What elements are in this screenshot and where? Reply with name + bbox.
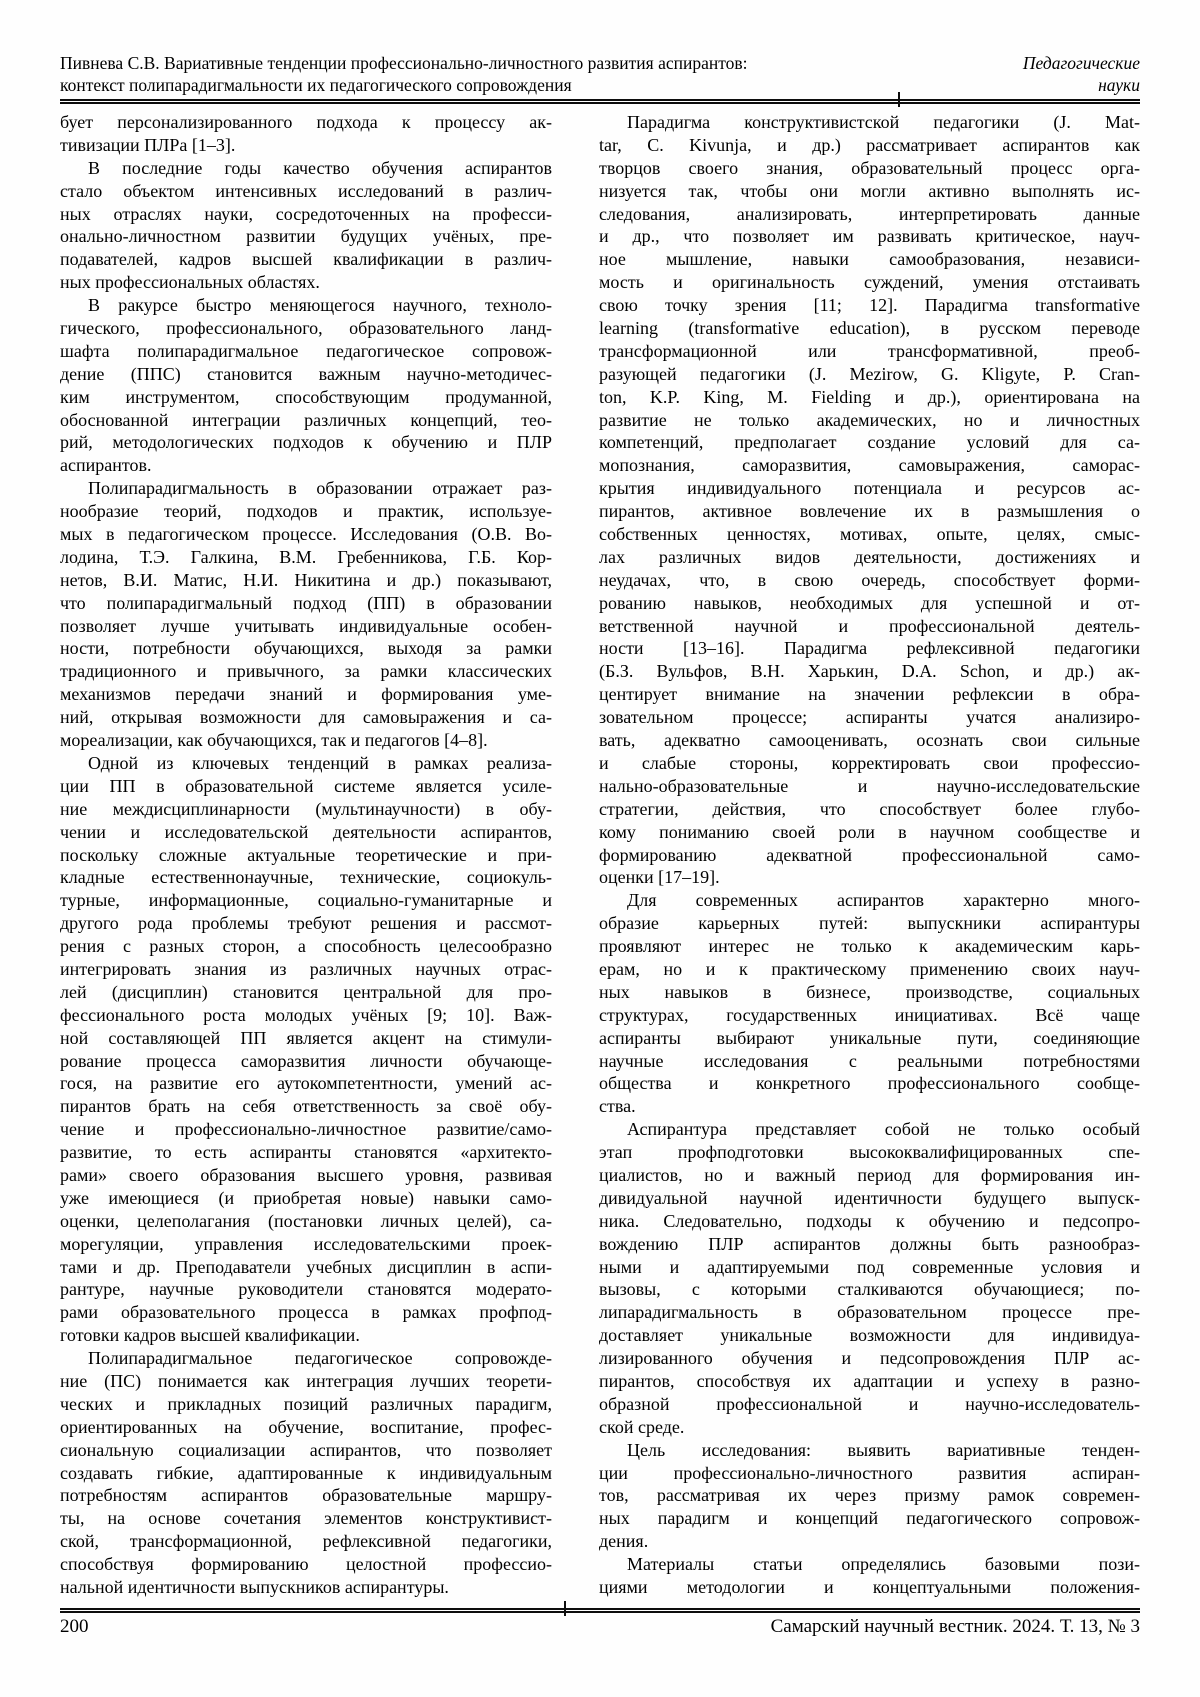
text-line: компетенций, предполагает создание условий для са-	[599, 432, 1140, 453]
text-line: В последние годы качество обучения аспирантов	[88, 157, 552, 178]
text-line: стало объектом интенсивных исследований в различ-	[60, 180, 552, 201]
text-line: рий, методологических подходов к обучению и ПЛР	[60, 432, 552, 453]
text-line: рантуре, научные руководители становятся модерато-	[60, 1279, 552, 1300]
text-line: механизмов передачи знаний и формирования уме-	[60, 684, 552, 705]
text-line: этап профподготовки высококвалифицированных спе-	[599, 1142, 1140, 1163]
text-line: ных парадигм и концепций педагогического сопровож-	[599, 1508, 1140, 1529]
text-line: кладные естественнонаучные, технические, социокуль-	[60, 867, 552, 888]
text-line: Полипарадигмальность в образовании отражает раз-	[88, 478, 552, 499]
text-line: лей (дисциплин) становится центральной для про-	[60, 981, 552, 1002]
text-line: ветственной научной и профессиональной деятель-	[599, 615, 1140, 636]
text-line: ние (ПС) понимается как интеграция лучших теорети-	[60, 1370, 552, 1391]
text-line: ты, на основе сочетания элементов конструктивист-	[60, 1508, 552, 1529]
text-line: Материалы статьи определялись базовыми пози-	[627, 1554, 1140, 1575]
text-line: циями методологии и концептуальными положения-	[599, 1577, 1140, 1597]
text-line: нетов, В.И. Матис, Н.И. Никитина и др.) показывают,	[60, 569, 552, 590]
text-line: тивизации ПЛРа [1–3].	[60, 134, 236, 155]
text-line: трансформационной или трансформативной, преоб-	[599, 340, 1140, 361]
text-line: чении и исследовательской деятельности аспирантов,	[60, 821, 552, 842]
text-line: нальной идентичности выпускников аспирантуры.	[60, 1577, 449, 1597]
text-line: лизированного обучения и педсопровождения ПЛР ас-	[599, 1348, 1140, 1369]
section-label	[1023, 53, 1140, 96]
text-line: потребностям аспирантов образовательные маршру-	[60, 1485, 552, 1506]
text-line: кому пониманию своей роли в научном сообществе и	[599, 821, 1140, 842]
text-line: традиционного и привычного, за рамки классических	[60, 661, 552, 682]
text-line: ных навыков в бизнесе, производстве, социальных	[599, 981, 1140, 1002]
text-line: сиональную социализации аспирантов, что позволяет	[60, 1439, 552, 1460]
text-line: пирантов брать на себя ответственность за своё обу-	[60, 1096, 552, 1117]
text-line: ции профессионально-личностного развития аспиран-	[599, 1462, 1140, 1483]
text-line: ерам, но и к практическому применению своих науч-	[599, 958, 1140, 979]
text-line: рения с разных сторон, а способность целесообразно	[60, 936, 552, 957]
text-line: следования, анализировать, интерпретировать данные	[599, 203, 1140, 224]
text-line: собственных ценностях, мотивах, опыте, целях, смыс-	[599, 524, 1140, 545]
text-line: чение и профессионально-личностное развитие/само-	[60, 1119, 552, 1140]
text-line: тами и др. Преподаватели учебных дисциплин в аспи-	[60, 1256, 552, 1277]
text-line: тов, рассматривая их через призму рамок современ-	[599, 1485, 1140, 1506]
running-footer	[60, 1615, 1140, 1639]
text-line: дения.	[599, 1531, 649, 1552]
text-line: другого рода проблемы требуют решения и рассмот-	[60, 913, 552, 934]
text-line: создавать гибкие, адаптированные к индивидуальным	[60, 1462, 552, 1483]
text-column-left	[60, 111, 552, 1599]
text-line: Парадигма конструктивистской педагогики (J. Mat-	[627, 112, 1140, 132]
text-line: learning (transformative education), в русском переводе	[599, 318, 1140, 339]
text-line: обоснованной интеграции различных концепций, тео-	[60, 409, 552, 430]
article-body	[60, 111, 1140, 1599]
text-line: аспиранты выбирают уникальные пути, соединяющие	[599, 1027, 1140, 1048]
footer-rule	[60, 1608, 1140, 1613]
text-line: пирантов, активное вовлечение их в размышления о	[599, 501, 1140, 522]
text-line: В ракурсе быстро меняющегося научного, техноло-	[88, 295, 552, 316]
text-line: ности [13–16]. Парадигма рефлексивной педагогики	[599, 638, 1140, 659]
text-line: Полипарадигмальное педагогическое сопровожде-	[88, 1348, 552, 1369]
text-line: (Б.З. Вульфов, В.Н. Харькин, D.A. Schon, и др.) ак-	[599, 661, 1140, 682]
text-line: проявляют интерес не только к академическим карь-	[599, 936, 1140, 957]
text-line: лах различных видов деятельности, достижениях и	[599, 546, 1140, 567]
text-line: ное мышление, навыки самообразования, независи-	[599, 249, 1140, 270]
text-line: оценки, целеполагания (постановки личных целей), са-	[60, 1210, 552, 1231]
text-line: мых в педагогическом процессе. Исследования (О.В. Во-	[60, 524, 552, 545]
text-line: ности, потребности обучающихся, выходя за рамки	[60, 638, 552, 659]
text-line: готовки кадров высшей квалификации.	[60, 1325, 360, 1346]
text-line: разующей педагогики (J. Mezirow, G. Kligyte, P. Cran-	[599, 363, 1140, 384]
text-line: позволяет лучше учитывать индивидуальные особен-	[60, 615, 552, 636]
text-line: общества и конкретного профессионального сообще-	[599, 1073, 1140, 1094]
journal-reference: Самарский научный вестник. 2024. Т. 13, № 3	[770, 1616, 1140, 1637]
text-line: ской, трансформационной, рефлексивной педагогики,	[60, 1531, 552, 1552]
text-line: крытия индивидуального потенциала и ресурсов ас-	[599, 478, 1140, 499]
text-line: аспирантов.	[60, 455, 152, 476]
text-line: лодина, Т.Э. Галкина, В.М. Гребенникова, Г.Б. Кор-	[60, 546, 552, 567]
text-line: зовательном процессе; аспиранты учатся анализиро-	[599, 707, 1140, 728]
text-line: ции ПП в образовательной системе является усиле-	[60, 775, 552, 796]
text-line: образной профессиональной и научно-исследователь-	[599, 1393, 1140, 1414]
text-line: ориентированных на обучение, воспитание, профес-	[60, 1416, 552, 1437]
text-line: бует персонализированного подхода к процессу ак-	[60, 112, 552, 132]
text-line: центирует внимание на значении рефлексии в обра-	[599, 684, 1140, 705]
text-line: рованию навыков, необходимых для успешной и от-	[599, 592, 1140, 613]
text-line: морегуляции, управления исследовательскими проек-	[60, 1233, 552, 1254]
text-line: турные, информационные, социально-гуманитарные и	[60, 890, 552, 911]
text-line: образие карьерных путей: выпускники аспирантуры	[599, 913, 1140, 934]
text-line: рами образовательного процесса в рамках профпод-	[60, 1302, 552, 1323]
text-line: вождению ПЛР аспирантов должны быть разнообраз-	[599, 1233, 1140, 1254]
text-line: ний, открывая возможности для самовыражения и са-	[60, 707, 552, 728]
section-label-line-2: науки	[1098, 74, 1140, 95]
text-line: ской среде.	[599, 1416, 685, 1437]
text-line: онально-личностном развитии будущих учёных, пре-	[60, 226, 552, 247]
text-line: поскольку сложные актуальные теоретические и при-	[60, 844, 552, 865]
text-line: дивидуальной научной идентичности будущего выпуск-	[599, 1187, 1140, 1208]
header-rule	[60, 99, 1140, 104]
text-line: ние междисциплинарности (мультинаучности) в обу-	[60, 798, 552, 819]
text-line: ными и адаптируемыми под современные условия и	[599, 1256, 1140, 1277]
text-line: дение (ППС) становится важным научно-методичес-	[60, 363, 552, 384]
header-rule-tick	[898, 92, 900, 107]
text-line: tar, C. Kivunja, и др.) рассматривает аспирантов как	[599, 134, 1140, 155]
text-line: фессионального роста молодых учёных [9; 10]. Важ-	[60, 1004, 552, 1025]
running-title	[60, 53, 748, 96]
text-line: что полипарадигмальный подход (ПП) в образовании	[60, 592, 552, 613]
text-line: и слабые стороны, корректировать свои профессио-	[599, 752, 1140, 773]
text-line: рование процесса саморазвития личности обучающе-	[60, 1050, 552, 1071]
text-line: низуется так, чтобы они могли активно выполнять ис-	[599, 180, 1140, 201]
text-line: гося, на развитие его аутокомпетентности, умений ас-	[60, 1073, 552, 1094]
text-line: ton, K.P. King, M. Fielding и др.), ориентирована на	[599, 386, 1140, 407]
text-line: формированию адекватной профессиональной само-	[599, 844, 1140, 865]
running-header	[60, 53, 1140, 96]
text-line: ных отраслях науки, сосредоточенных на професси-	[60, 203, 552, 224]
text-line: гического, профессионального, образовательного ланд-	[60, 318, 552, 339]
text-line: свою точку зрения [11; 12]. Парадигма transformative	[599, 295, 1140, 316]
text-line: мореализации, как обучающихся, так и педагогов [4–8].	[60, 730, 488, 751]
text-column-right	[599, 111, 1140, 1599]
text-line: мость и оригинальность суждений, умения отстаивать	[599, 272, 1140, 293]
text-line: мопознания, саморазвития, самовыражения, саморас-	[599, 455, 1140, 476]
text-line: пирантов, способствуя их адаптации и успеху в разно-	[599, 1370, 1140, 1391]
running-title-line-2: контекст полипарадигмальности их педагогического сопровождения	[60, 74, 572, 95]
text-line: шафта полипарадигмальное педагогическое сопровож-	[60, 340, 552, 361]
text-line: неудачах, что, в свою очередь, способствует форми-	[599, 569, 1140, 590]
text-line: структурах, государственных инициативах. Всё чаще	[599, 1004, 1140, 1025]
text-line: ной составляющей ПП является акцент на стимули-	[60, 1027, 552, 1048]
text-line: ных профессиональных областях.	[60, 272, 320, 293]
text-line: и др., что позволяет им развивать критическое, науч-	[599, 226, 1140, 247]
section-label-line-1: Педагогические	[1022, 53, 1140, 73]
text-line: Аспирантура представляет собой не только особый	[627, 1119, 1140, 1140]
footer-rule-tick	[564, 1601, 566, 1616]
text-line: развитие не только академических, но и личностных	[599, 409, 1140, 430]
page-number: 200	[60, 1616, 89, 1637]
text-line: нообразие теорий, подходов и практик, используе-	[60, 501, 552, 522]
text-line: вызовы, с которыми сталкиваются обучающиеся; по-	[599, 1279, 1140, 1300]
text-line: ства.	[599, 1096, 636, 1117]
text-line: подавателей, кадров высшей квалификации в различ-	[60, 249, 552, 270]
text-line: научные исследования с реальными потребностями	[599, 1050, 1140, 1071]
text-line: липарадигмальность в образовательном процессе пре-	[599, 1302, 1140, 1323]
text-line: развитие, то есть аспиранты становятся «архитекто-	[60, 1142, 552, 1163]
text-line: стратегии, действия, что способствует более глубо-	[599, 798, 1140, 819]
text-line: ческих и прикладных позиций различных парадигм,	[60, 1393, 552, 1414]
text-line: творцов своего знания, образовательный процесс орга-	[599, 157, 1140, 178]
text-line: оценки [17–19].	[599, 867, 720, 888]
text-line: доставляет уникальные возможности для индивидуа-	[599, 1325, 1140, 1346]
text-line: интегрировать знания из различных научных отрас-	[60, 958, 552, 979]
text-line: вать, адекватно самооценивать, осознать свои сильные	[599, 730, 1140, 751]
text-line: Цель исследования: выявить вариативные тенден-	[627, 1439, 1140, 1460]
running-title-line-1: Пивнева С.В. Вариативные тенденции профессионально-личностного развития аспирантов:	[60, 53, 748, 73]
text-line: ким инструментом, способствующим продуманной,	[60, 386, 552, 407]
text-line: Одной из ключевых тенденций в рамках реализа-	[88, 752, 552, 773]
text-line: нально-образовательные и научно-исследовательские	[599, 775, 1140, 796]
text-line: рами» своего образования высшего уровня, развивая	[60, 1164, 552, 1185]
text-line: циалистов, но и важный период для формирования ин-	[599, 1164, 1140, 1185]
text-line: Для современных аспирантов характерно много-	[627, 890, 1140, 911]
text-line: способствуя формированию целостной профессио-	[60, 1554, 552, 1575]
text-line: уже имеющиеся (и приобретая новые) навыки само-	[60, 1187, 552, 1208]
text-line: ника. Следовательно, подходы к обучению и педсопро-	[599, 1210, 1140, 1231]
